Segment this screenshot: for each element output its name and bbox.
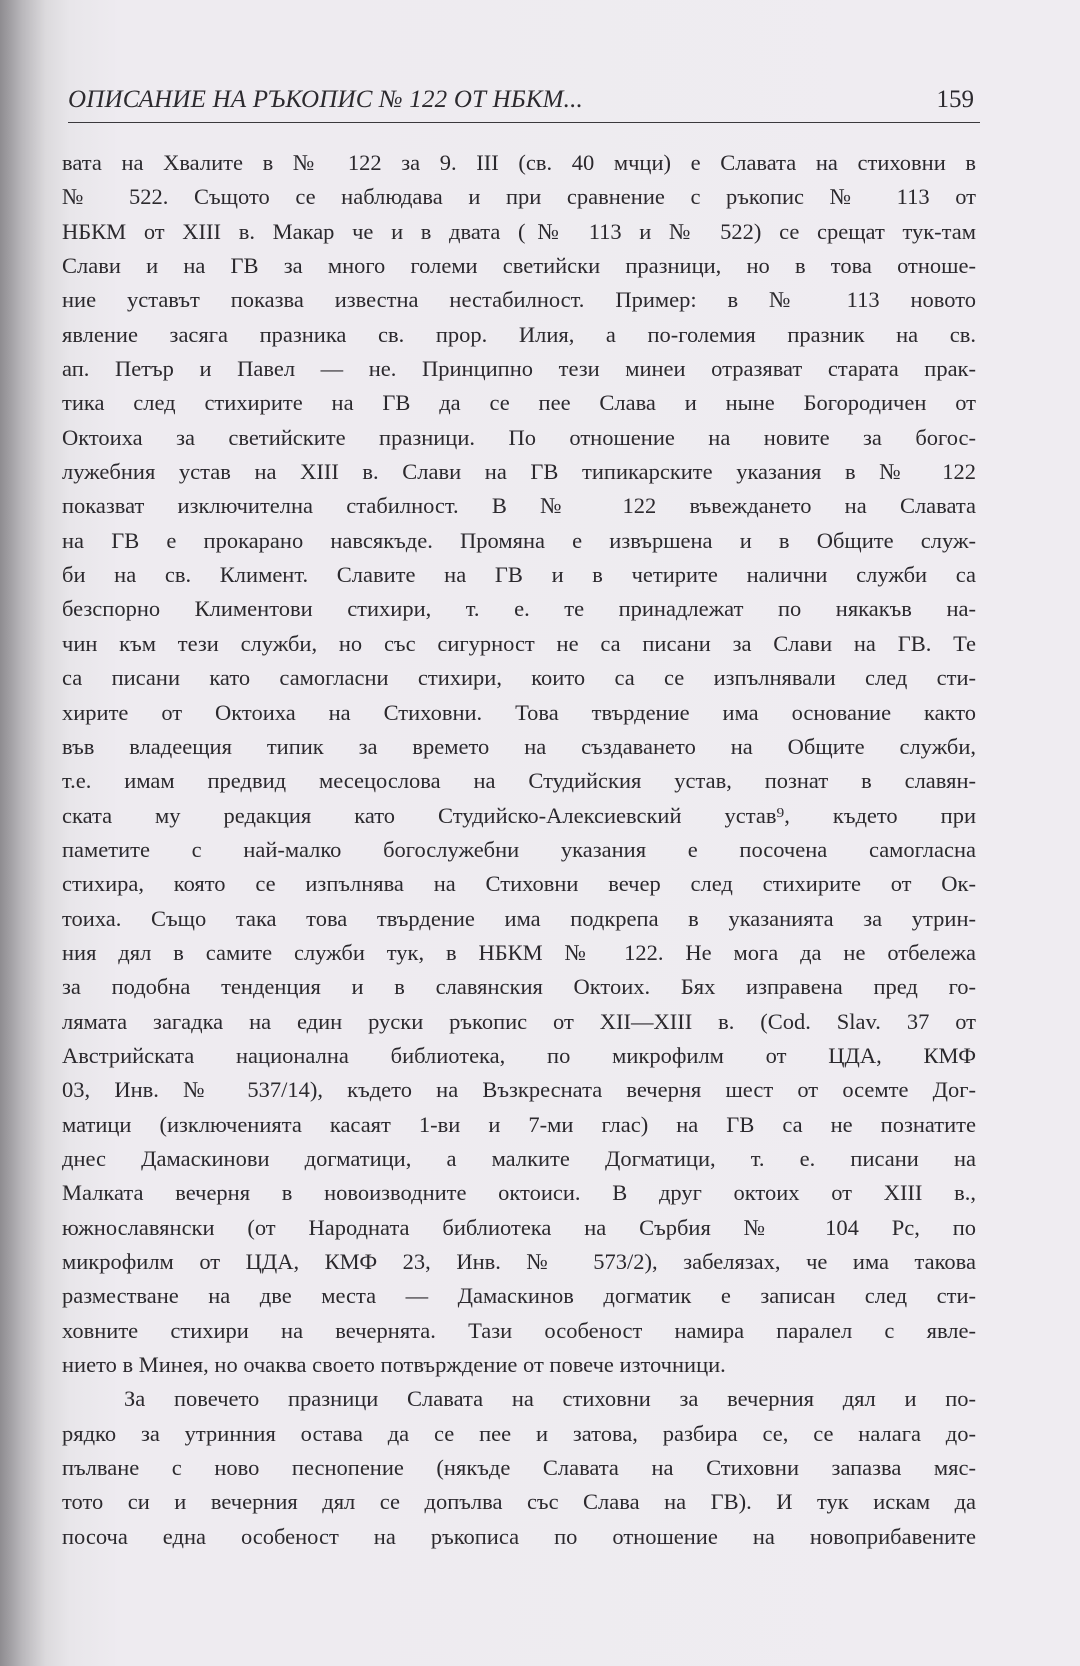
text-line: безспорно Климентови стихири, т. е. те принадлежат по някакъв на- xyxy=(62,596,976,622)
text-line: би на св. Климент. Славите на ГВ и в четирите налични служби са xyxy=(62,562,976,588)
text-line: микрофилм от ЦДА, КМФ 23, Инв. № 573/2), забелязах, че има такова xyxy=(62,1249,976,1274)
text-line: ние уставът показва известна нестабилност. Пример: в № 113 новото xyxy=(62,287,976,313)
text-line: показват изключителна стабилност. В № 122 въвеждането на Славата xyxy=(62,493,976,519)
text-line: южнославянски (от Народната библиотека на Сърбия № 104 Рс, по xyxy=(62,1214,976,1240)
text-line: Австрийската национална библиотека, по микрофилм от ЦДА, КМФ xyxy=(62,1042,976,1068)
text-line: ховните стихири на вечернята. Тази особеност намира паралел с явле- xyxy=(62,1317,976,1343)
text-line: разместване на две места — Дамаскинов догматик е записан след сти- xyxy=(62,1283,976,1309)
text-line: ап. Петър и Павел — не. Принципно тези минеи отразяват старата прак- xyxy=(62,356,976,382)
text-line: ската му редакция като Студийско-Алексиевский устав⁹, където при xyxy=(62,802,976,828)
text-line: са писани като самогласни стихири, които са се изпълнявали след сти- xyxy=(62,665,976,691)
text-line: рядко за утринния остава да се пее и затова, разбира се, се налага до- xyxy=(62,1420,976,1446)
text-line: лямата загадка на един руски ръкопис от XII—XIII в. (Cod. Slav. 37 от xyxy=(62,1008,976,1034)
text-line: т.е. имам предвид месецослова на Студийския устав, познат в славян- xyxy=(62,768,976,794)
text-line: тоиха. Също така това твърдение има подкрепа в указанията за утрин- xyxy=(62,905,976,931)
text-line: лужебния устав на XIII в. Слави на ГВ типикарските указания в № 122 xyxy=(62,459,976,485)
text-line: тото си и вечерния дял се допълва със Слава на ГВ). И тук искам да xyxy=(62,1489,976,1515)
text-line: пълване с ново песнопение (някъде Славата на Стиховни запазва мяс- xyxy=(62,1455,976,1481)
text-line: Слави и на ГВ за много големи светийски празници, но в това отноше- xyxy=(62,253,976,279)
text-line: явление засяга празника св. прор. Илия, а по-големия празник на св. xyxy=(62,321,976,347)
text-line: Октоиха за светийските празници. По отношение на новите за богос- xyxy=(62,424,976,450)
text-line: матици (изключенията касаят 1-ви и 7-ми глас) на ГВ са не познатите xyxy=(62,1111,976,1137)
text-line: вата на Хвалите в № 122 за 9. III (св. 40 мчци) е Славата на стиховни в xyxy=(62,150,976,175)
text-line: хирите от Октоиха на Стиховни. Това твърдение има основание както xyxy=(62,699,976,725)
text-line: № 522. Същото се наблюдава и при сравнение с ръкопис № 113 от xyxy=(62,184,976,210)
running-title: ОПИСАНИЕ НА РЪКОПИС № 122 ОТ НБКМ... xyxy=(68,86,584,113)
text-line: за подобна тенденция и в славянския Октоих. Бях изправена пред го- xyxy=(62,974,976,1000)
body-text xyxy=(62,146,976,1554)
text-line: НБКМ от XIII в. Макар че и в двата (№ 113 и № 522) се срещат тук-там xyxy=(62,218,976,244)
text-line: 03, Инв. № 537/14), където на Възкресната вечерня шест от осемте Дог- xyxy=(62,1077,976,1103)
text-line: на ГВ е прокарано навсякъде. Промяна е извършена и в Общите служ- xyxy=(62,527,976,553)
text-line: стихира, която се изпълнява на Стиховни вечер след стихирите от Ок- xyxy=(62,871,976,897)
text-line: във владеещия типик за времето на създаването на Общите служби, xyxy=(62,733,976,759)
text-line: днес Дамаскинови догматици, а малките Догматици, т. е. писани на xyxy=(62,1145,976,1171)
page-header xyxy=(68,82,980,123)
text-line: посоча една особеност на ръкописа по отношение на новоприбавените xyxy=(62,1523,976,1549)
text-line: Малката вечерня в новоизводните октоиси. В друг октоих от XIII в., xyxy=(62,1180,976,1206)
text-line: тика след стихирите на ГВ да се пее Слава и ныне Богородичен от xyxy=(62,390,976,416)
page-number: 159 xyxy=(936,86,974,113)
text-line: нието в Минея, но очаква своето потвърждение от повече източници. xyxy=(62,1352,726,1378)
text-line: ния дял в самите служби тук, в НБКМ № 122. Не мога да не отбележа xyxy=(62,939,976,965)
text-line: За повечето празници Славата на стиховни за вечерния дял и по- xyxy=(124,1386,976,1412)
text-line: чин към тези служби, но със сигурност не са писани за Слави на ГВ. Те xyxy=(62,630,976,656)
text-line: паметите с най-малко богослужебни указания е посочена самогласна xyxy=(62,836,976,862)
